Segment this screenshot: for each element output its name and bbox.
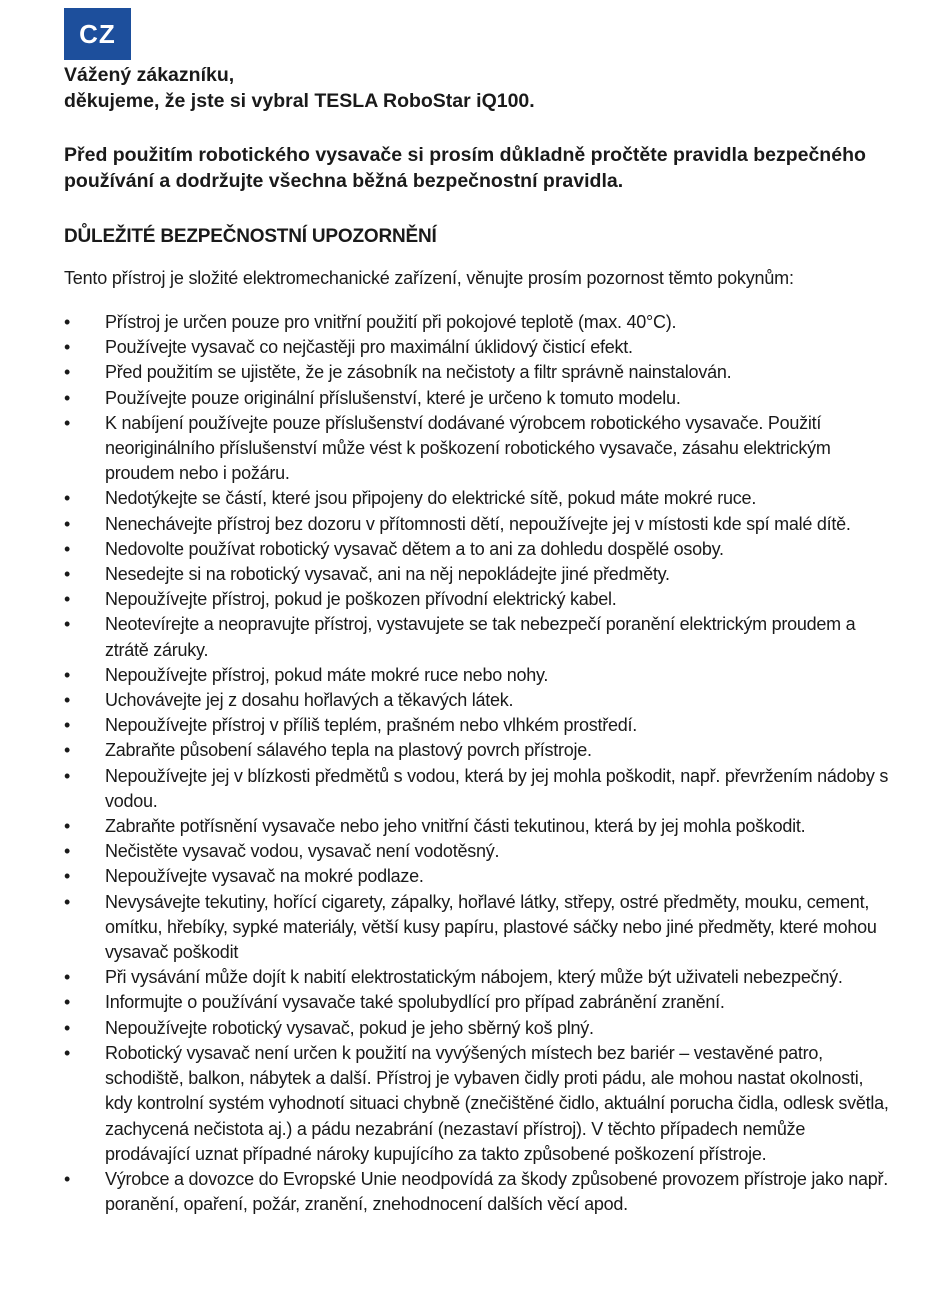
document-body <box>64 62 890 1217</box>
list-item <box>64 562 890 587</box>
bullet-icon: • <box>64 412 71 433</box>
list-item <box>64 335 890 360</box>
list-item <box>64 486 890 511</box>
bullet-icon: • <box>64 1168 71 1189</box>
list-item-text: Informujte o používání vysavače také spolubydlící pro případ zabránění zranění. <box>105 992 725 1013</box>
list-item <box>64 310 890 335</box>
list-item-text: Přístroj je určen pouze pro vnitřní použití při pokojové teplotě (max. 40°C). <box>105 312 677 332</box>
greeting-thanks: děkujeme, že jste si vybral TESLA RoboStar iQ100. <box>64 90 535 112</box>
list-item <box>64 360 890 385</box>
bullet-icon: • <box>64 891 71 912</box>
list-item-text: Nesedejte si na robotický vysavač, ani na něj nepokládejte jiné předměty. <box>105 564 670 585</box>
list-item-text: Uchovávejte jej z dosahu hořlavých a těkavých látek. <box>105 690 514 711</box>
list-item-text: Nepoužívejte vysavač na mokré podlaze. <box>105 866 424 887</box>
bullet-icon: • <box>64 614 71 635</box>
list-item <box>64 537 890 562</box>
section-heading: DŮLEŽITÉ BEZPEČNOSTNÍ UPOZORNĚNÍ <box>64 226 437 247</box>
greeting <box>64 62 890 114</box>
list-item-text: Nenechávejte přístroj bez dozoru v přítomnosti dětí, nepoužívejte jej v místosti kde spí malé dítě. <box>105 513 851 534</box>
intro-paragraph: Před použitím robotického vysavače si prosím důkladně pročtěte pravidla bezpečného používání a dodržujte všechna běžná bezpečnostní pravidla. <box>64 144 866 192</box>
list-item <box>64 764 890 814</box>
bullet-icon: • <box>64 765 71 786</box>
list-item <box>64 990 890 1015</box>
list-item-text: Nedotýkejte se částí, které jsou připojeny do elektrické sítě, pokud máte mokré ruce. <box>105 488 757 509</box>
list-item-text: Nečistěte vysavač vodou, vysavač není vodotěsný. <box>105 841 500 862</box>
list-item <box>64 890 890 966</box>
bullet-icon: • <box>64 816 71 837</box>
list-item <box>64 386 890 411</box>
list-item <box>64 1041 890 1167</box>
bullet-icon: • <box>64 866 71 887</box>
bullet-icon: • <box>64 740 71 761</box>
list-item <box>64 688 890 713</box>
list-item-text: Používejte pouze originální příslušenství, které je určeno k tomuto modelu. <box>105 387 681 408</box>
bullet-icon: • <box>64 312 71 332</box>
bullet-icon: • <box>64 715 71 736</box>
list-item-text: K nabíjení používejte pouze příslušenství dodávané výrobcem robotického vysavače. Použití neoriginálního příslušenství může vést k poškození robotického vysavače, zásahu elektrickým proudem nebo i požáru. <box>105 412 831 484</box>
bullet-icon: • <box>64 337 71 358</box>
list-item <box>64 587 890 612</box>
safety-rules-list <box>64 310 890 1217</box>
bullet-icon: • <box>64 538 71 559</box>
bullet-icon: • <box>64 992 71 1013</box>
bullet-icon: • <box>64 589 71 610</box>
bullet-icon: • <box>64 1017 71 1038</box>
list-item <box>64 1016 890 1041</box>
list-item <box>64 738 890 763</box>
list-item-text: Zabraňte potřísnění vysavače nebo jeho vnitřní části tekutinou, která by jej mohla poškodit. <box>105 816 806 837</box>
list-item-text: Nepoužívejte přístroj, pokud máte mokré ruce nebo nohy. <box>105 664 549 685</box>
list-item-text: Zabraňte působení sálavého tepla na plastový povrch přístroje. <box>105 740 592 761</box>
greeting-salutation: Vážený zákazníku, <box>64 64 235 86</box>
list-item-text: Před použitím se ujistěte, že je zásobník na nečistoty a filtr správně nainstalován. <box>105 362 732 383</box>
list-item-text: Nepoužívejte přístroj v příliš teplém, prašném nebo vlhkém prostředí. <box>105 715 637 736</box>
list-item-text: Nedovolte používat robotický vysavač dětem a to ani za dohledu dospělé osoby. <box>105 538 724 559</box>
bullet-icon: • <box>64 513 71 534</box>
bullet-icon: • <box>64 664 71 685</box>
list-item <box>64 663 890 688</box>
bullet-icon: • <box>64 841 71 862</box>
language-badge: CZ <box>64 8 131 60</box>
bullet-icon: • <box>64 690 71 711</box>
list-item-text: Výrobce a dovozce do Evropské Unie neodpovídá za škody způsobené provozem přístroje jako např. poranění, opaření, požár, zranění, znehodnocení dalších věcí apod. <box>105 1168 888 1215</box>
list-item-text: Robotický vysavač není určen k použití na vyvýšených místech bez bariér – vestavěné patro, schodiště, balkon, nábytek a další. Přístroj je vybaven čidly proti pádu, ale mohou nastat okolnosti, kdy kontrolní systém vyhodnotí situaci chybně (znečištěné čidlo, aktuální porucha čidla, odlesk světla, zachycená nečistota aj.) a pádu nezabrání (nezastaví přístroj). V těchto případech nemůže prodávající uznat případné nároky kupujícího za takto způsobené poškození přístroje. <box>105 1042 889 1164</box>
bullet-icon: • <box>64 1042 71 1063</box>
list-item-text: Nepoužívejte jej v blízkosti předmětů s vodou, která by jej mohla poškodit, např. převržením nádoby s vodou. <box>105 765 889 811</box>
list-item <box>64 411 890 487</box>
bullet-icon: • <box>64 488 71 509</box>
list-item <box>64 864 890 889</box>
list-item-text: Nepoužívejte robotický vysavač, pokud je jeho sběrný koš plný. <box>105 1017 594 1038</box>
list-item <box>64 839 890 864</box>
list-item-text: Nevysávejte tekutiny, hořící cigarety, zápalky, hořlavé látky, střepy, ostré předměty, mouku, cement, omítku, hřebíky, sypké materiály, větší kusy papíru, plastové sáčky nebo jiné předměty, které mohou vysavač poškodit <box>105 891 877 963</box>
list-item-text: Při vysávání může dojít k nabití elektrostatickým nábojem, který může být uživateli nebezpečný. <box>105 967 843 988</box>
list-item <box>64 512 890 537</box>
lead-paragraph: Tento přístroj je složité elektromechanické zařízení, věnujte prosím pozornost těmto pokynům: <box>64 268 794 288</box>
list-item <box>64 713 890 738</box>
list-item <box>64 1167 890 1217</box>
bullet-icon: • <box>64 564 71 585</box>
bullet-icon: • <box>64 387 71 408</box>
list-item <box>64 814 890 839</box>
list-item <box>64 965 890 990</box>
bullet-icon: • <box>64 362 71 383</box>
list-item-text: Nepoužívejte přístroj, pokud je poškozen přívodní elektrický kabel. <box>105 589 617 610</box>
bullet-icon: • <box>64 967 71 988</box>
list-item-text: Používejte vysavač co nejčastěji pro maximální úklidový čisticí efekt. <box>105 337 633 358</box>
list-item-text: Neotevírejte a neopravujte přístroj, vystavujete se tak nebezpečí poranění elektrickým proudem a ztrátě záruky. <box>105 614 856 660</box>
list-item <box>64 612 890 662</box>
